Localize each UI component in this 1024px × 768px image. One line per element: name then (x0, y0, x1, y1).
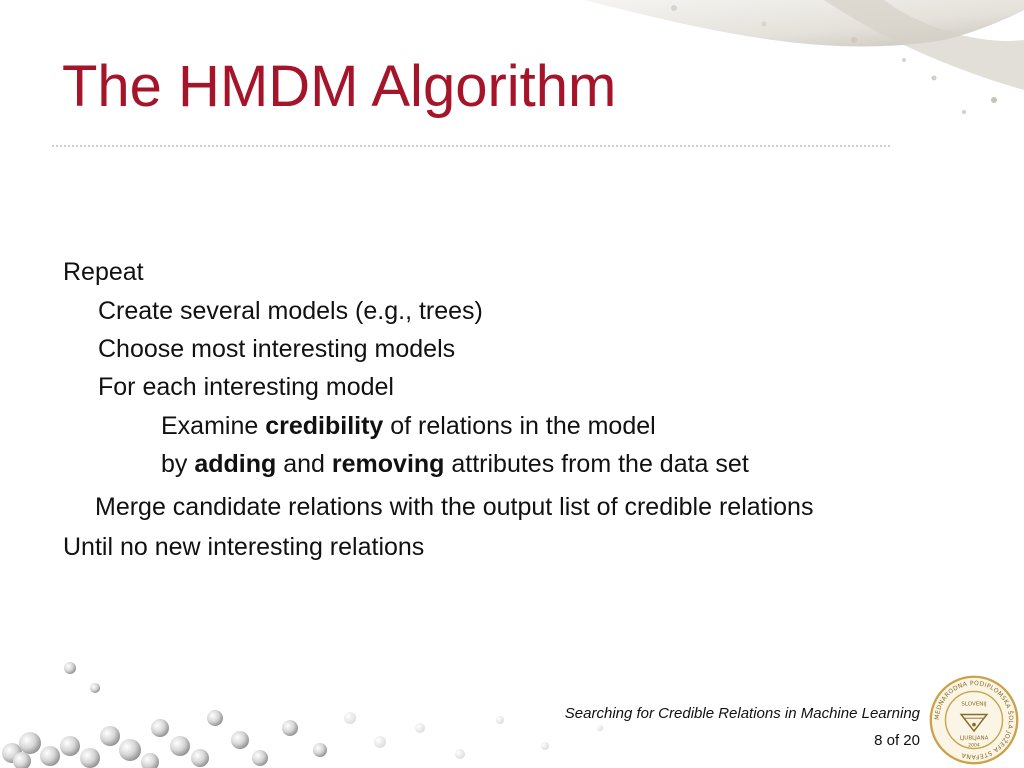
line-merge: Merge candidate relations with the output list of credible relations (95, 493, 814, 521)
decorative-spheres-bottom (0, 658, 660, 768)
examine-prefix: Examine (161, 412, 266, 440)
line-examine (161, 411, 656, 441)
line-by-adding-removing (161, 449, 749, 479)
removing-emphasis: removing (331, 450, 445, 478)
seal-ring-text: MEDNARODNA PODIPLOMSKA ŠOLA JOŽEFA STEFANA (933, 679, 1015, 760)
seal-year: 2004 (968, 743, 980, 749)
examine-suffix: of relations in the model (383, 412, 656, 440)
seal-inner-top: SLOVENIJ (961, 701, 987, 708)
institution-seal-logo (928, 674, 1020, 766)
line-create-models: Create several models (e.g., trees) (98, 297, 483, 325)
by-conjunction: and (276, 450, 332, 478)
by-suffix: attributes from the data set (444, 450, 749, 478)
seal-inner-bottom: LJUBLJANA (959, 735, 989, 742)
footer-presentation-title: Searching for Credible Relations in Machine Learning (564, 705, 920, 722)
examine-emphasis: credibility (265, 412, 384, 440)
title-divider (52, 145, 890, 147)
line-for-each: For each interesting model (98, 373, 394, 401)
page-indicator: 8 of 20 (874, 732, 920, 749)
adding-emphasis: adding (194, 450, 277, 478)
slide-title: The HMDM Algorithm (62, 54, 617, 119)
by-prefix: by (161, 450, 195, 478)
line-until: Until no new interesting relations (63, 533, 425, 561)
line-choose-models: Choose most interesting models (98, 335, 456, 363)
line-repeat: Repeat (63, 258, 144, 286)
